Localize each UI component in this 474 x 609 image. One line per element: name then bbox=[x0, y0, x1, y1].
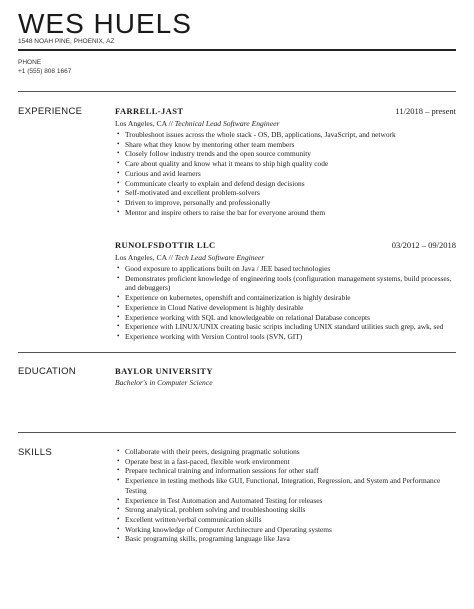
job-dates: 11/2018 – present bbox=[395, 106, 456, 116]
address: 1548 NOAH PINE, PHOENIX, AZ bbox=[18, 38, 115, 45]
job-location: Los Angeles, CA // bbox=[115, 119, 173, 128]
phone-number: +1 (555) 808 1667 bbox=[18, 68, 72, 75]
job-dates: 03/2012 – 09/2018 bbox=[391, 240, 456, 250]
education-entry bbox=[115, 366, 456, 387]
job-entry bbox=[115, 106, 456, 217]
list-item: • Experience working with SQL and knowledgeable on relational Database concepts bbox=[117, 312, 370, 322]
list-item: • Troubleshoot issues across the whole stack - OS, DB, applications, JavaScript, and network bbox=[117, 130, 396, 139]
job-role: Technical Lead Software Engineer bbox=[174, 119, 280, 128]
list-item: • Working knowledge of Computer Architecture and Operating systems bbox=[117, 524, 332, 534]
list-item: • Communicate clearly to explain and defend design decisions bbox=[117, 178, 305, 188]
divider-education bbox=[18, 352, 456, 353]
list-item: • Demonstrates proficient knowledge of engineering tools (configuration management systems, build processes, and debuggers) bbox=[117, 273, 452, 293]
list-item: • Curious and avid learners bbox=[117, 168, 201, 178]
divider-experience bbox=[18, 91, 456, 92]
list-item: • Excellent written/verbal communication skills bbox=[117, 514, 262, 524]
job-entry bbox=[115, 240, 456, 342]
resume-name: WES HUELS bbox=[18, 8, 192, 39]
list-item: • Good exposure to applications built on Java / JEE based technologies bbox=[117, 264, 331, 273]
company-name: RUNOLFSDOTTIR LLC bbox=[115, 240, 216, 250]
list-item: • Operate best in a fast-paced, flexible work environment bbox=[117, 456, 290, 466]
skills-list bbox=[115, 447, 456, 544]
divider-skills bbox=[18, 432, 456, 433]
degree: Bachelor's in Computer Science bbox=[115, 378, 213, 387]
list-item: • Experience working with Version Control tools (SVN, GIT) bbox=[117, 331, 303, 341]
company-name: FARRELL-JAST bbox=[115, 106, 184, 116]
list-item: • Experience on kubernetes, openshift and containerization is highly desirable bbox=[117, 293, 351, 303]
list-item: • Prepare technical training and information sessions for other staff bbox=[117, 466, 319, 476]
list-item: • Experience in Test Automation and Automated Testing for releases bbox=[117, 495, 323, 505]
list-item: • Collaborate with their peers, designing pragmatic solutions bbox=[117, 447, 300, 456]
list-item: • Driven to improve, personally and professionally bbox=[117, 197, 271, 207]
list-item: • Strong analytical, problem solving and troubleshooting skills bbox=[117, 505, 306, 515]
school-name: BAYLOR UNIVERSITY bbox=[115, 366, 213, 376]
job-bullets bbox=[115, 264, 456, 342]
list-item: • Care about quality and know what it means to ship high quality code bbox=[117, 159, 329, 169]
job-bullets bbox=[115, 130, 456, 217]
section-title-experience: EXPERIENCE bbox=[18, 106, 83, 117]
phone-label: PHONE bbox=[18, 59, 42, 66]
list-item: • Basic programing skills, programing language like Java bbox=[117, 534, 290, 544]
section-title-education: EDUCATION bbox=[18, 366, 76, 377]
list-item: • Self-motivated and excellent problem-solvers bbox=[117, 188, 260, 198]
list-item: • Experience in Cloud Native development is highly desirable bbox=[117, 302, 304, 312]
list-item: • Mentor and inspire others to raise the bar for everyone around them bbox=[117, 207, 326, 217]
job-role: Tech Lead Software Engineer bbox=[174, 253, 265, 262]
header-divider bbox=[18, 49, 456, 51]
list-item: • Share what they know by mentoring other team members bbox=[117, 139, 295, 149]
list-item: • Experience with LINUX/UNIX creating basic scripts including UNIX standard utilities such grep, awk, sed bbox=[117, 322, 444, 332]
list-item: • Experience in testing methods like GUI, Functional, Integration, Regression, and System and Performance Testing bbox=[117, 476, 441, 495]
job-location: Los Angeles, CA // bbox=[115, 253, 173, 262]
section-title-skills: SKILLS bbox=[18, 447, 53, 458]
list-item: • Closely follow industry trends and the open source community bbox=[117, 149, 311, 159]
